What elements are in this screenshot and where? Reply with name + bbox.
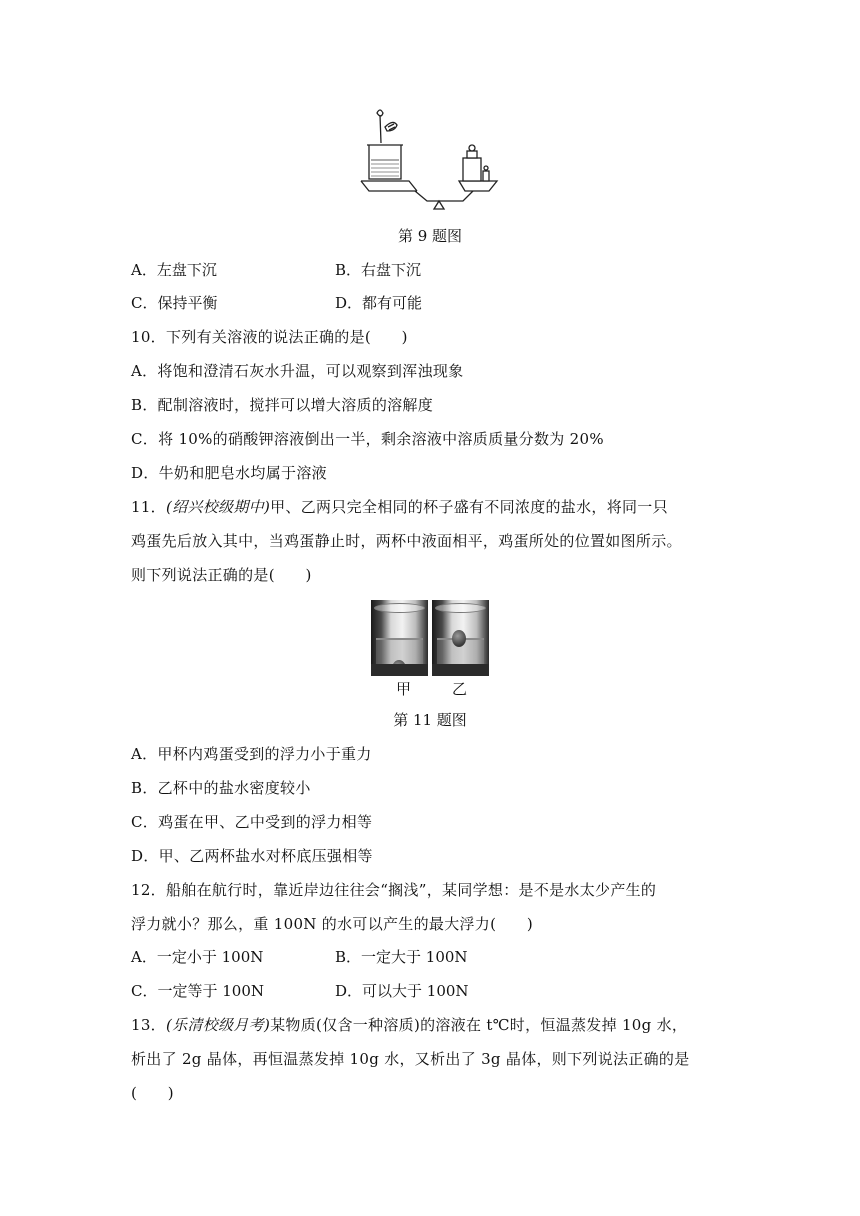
q12-option-d[interactable]: D．可以大于 100N	[335, 982, 469, 1000]
label-jia: 甲	[396, 680, 412, 698]
q9-options-row2	[131, 292, 422, 313]
q13-stem-text: 某物质(仅含一种溶质)的溶液在 t℃时，恒温蒸发掉 10g 水，	[270, 1016, 688, 1034]
q13-stem-line1	[131, 1014, 687, 1035]
label-yi: 乙	[452, 680, 468, 698]
q10-option-a[interactable]: A．将饱和澄清石灰水升温，可以观察到浑浊现象	[131, 362, 464, 380]
q12-option-c[interactable]: C．一定等于 100N	[131, 982, 265, 1000]
egg-glasses-photo	[371, 600, 489, 676]
q10-option-b[interactable]: B．配制溶液时，搅拌可以增大溶质的溶解度	[131, 396, 434, 414]
q9-options-row1	[131, 259, 421, 280]
egg-yi	[452, 630, 466, 647]
q12-options-row1	[131, 946, 468, 967]
figure9-caption: 第 9 题图	[397, 227, 463, 245]
q11-source: (绍兴校级期中)	[166, 498, 271, 516]
q11-number: 11．	[131, 498, 166, 516]
q9-option-d[interactable]: D．都有可能	[335, 294, 423, 312]
q11-stem-line1	[131, 496, 668, 517]
q11-option-c[interactable]: C．鸡蛋在甲、乙中受到的浮力相等	[131, 813, 373, 831]
q12-stem-line1: 12．船舶在航行时，靠近岸边往往会“搁浅”，某同学想：是不是水太少产生的	[131, 881, 657, 899]
q12-option-b[interactable]: B．一定大于 100N	[335, 948, 468, 966]
q13-stem-line2: 析出了 2g 晶体，再恒温蒸发掉 10g 水，又析出了 3g 晶体，则下列说法正确的是	[131, 1050, 690, 1068]
q9-option-b[interactable]: B．右盘下沉	[335, 261, 422, 279]
q11-stem-line2: 鸡蛋先后放入其中，当鸡蛋静止时，两杯中液面相平，鸡蛋所处的位置如图所示。	[131, 532, 682, 550]
q11-option-d[interactable]: D．甲、乙两杯盐水对杯底压强相等	[131, 847, 373, 865]
q10-stem: 10．下列有关溶液的说法正确的是( )	[131, 328, 408, 346]
q11-option-b[interactable]: B．乙杯中的盐水密度较小	[131, 779, 311, 797]
q9-option-a[interactable]: A．左盘下沉	[131, 261, 217, 279]
q9-option-c[interactable]: C．保持平衡	[131, 294, 218, 312]
q11-stem-line3: 则下列说法正确的是( )	[131, 566, 312, 584]
q12-options-row2	[131, 980, 469, 1001]
q13-number: 13．	[131, 1016, 166, 1034]
balance-figure	[355, 105, 505, 213]
q12-option-a[interactable]: A．一定小于 100N	[131, 948, 264, 966]
q13-source: (乐清校级月考)	[166, 1016, 271, 1034]
q12-stem-line2: 浮力就小？那么，重 100N 的水可以产生的最大浮力( )	[131, 915, 533, 933]
q10-option-c[interactable]: C．将 10%的硝酸钾溶液倒出一半，剩余溶液中溶质质量分数为 20%	[131, 430, 604, 448]
q11-option-a[interactable]: A．甲杯内鸡蛋受到的浮力小于重力	[131, 745, 372, 763]
glass-jia	[371, 600, 428, 676]
glass-yi	[432, 600, 489, 676]
q10-option-d[interactable]: D．牛奶和肥皂水均属于溶液	[131, 464, 327, 482]
figure11-caption: 第 11 题图	[393, 711, 467, 729]
q11-stem-text: 甲、乙两只完全相同的杯子盛有不同浓度的盐水，将同一只	[270, 498, 668, 516]
q13-stem-line3: ( )	[131, 1084, 174, 1102]
